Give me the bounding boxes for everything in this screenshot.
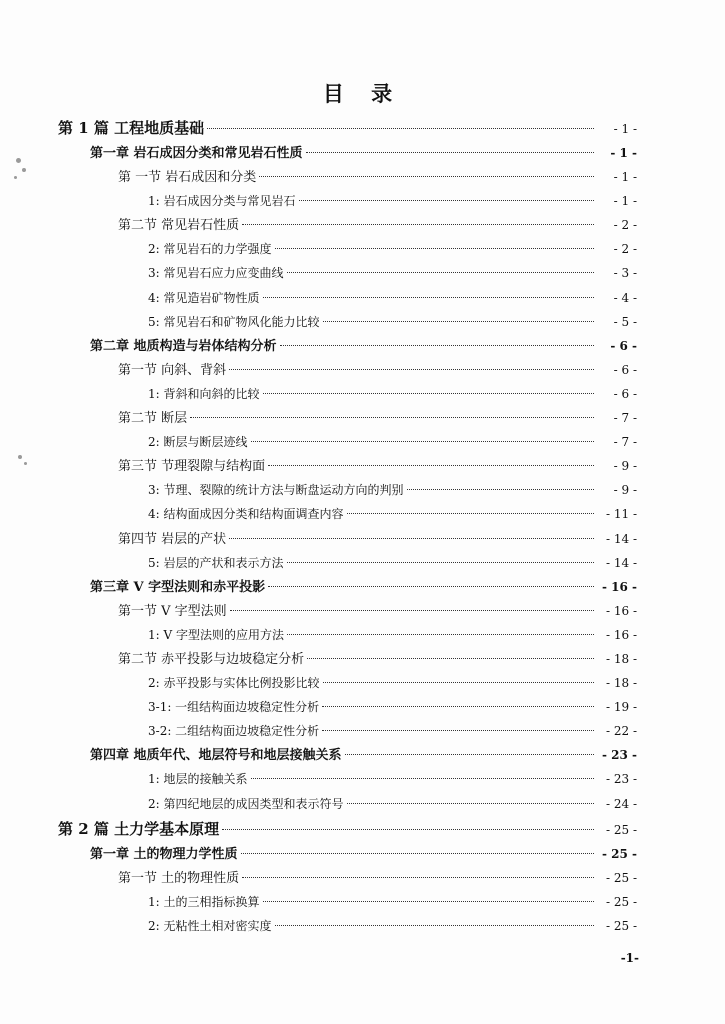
dot-leader bbox=[268, 465, 594, 466]
scan-speck bbox=[14, 176, 17, 179]
toc-entry bbox=[0, 866, 725, 890]
scan-speck bbox=[16, 158, 21, 163]
toc-entry-label: 2: 赤平投影与实体比例投影比较 bbox=[148, 676, 320, 691]
toc-entry bbox=[0, 792, 725, 816]
toc-entry-page: - 25 - bbox=[605, 822, 637, 837]
toc-entry-page: - 14 - bbox=[605, 531, 637, 546]
toc-entry-label: 3-1: 一组结构面边坡稳定性分析 bbox=[148, 700, 320, 715]
dot-leader bbox=[347, 803, 595, 804]
toc-entry-label: 1: V 字型法则的应用方法 bbox=[148, 627, 284, 642]
dot-leader bbox=[229, 538, 594, 539]
toc-entry bbox=[0, 358, 725, 382]
toc-entry-page: - 7 - bbox=[613, 411, 637, 426]
toc-entry-label: 3-2: 二组结构面边坡稳定性分析 bbox=[148, 724, 320, 739]
toc-entry bbox=[0, 842, 725, 866]
dot-leader bbox=[251, 441, 595, 442]
dot-leader bbox=[268, 586, 594, 587]
toc-entry bbox=[0, 478, 725, 502]
scan-speck bbox=[24, 462, 27, 465]
toc-entry-label: 第二节 赤平投影与边坡稳定分析 bbox=[118, 651, 305, 667]
toc-entry-page: - 25 - bbox=[605, 894, 637, 909]
toc-entry bbox=[0, 647, 725, 671]
toc-entry bbox=[0, 237, 725, 261]
toc-entry bbox=[0, 406, 725, 430]
toc-entry bbox=[0, 165, 725, 189]
toc-entry-page: - 5 - bbox=[613, 314, 637, 329]
toc-entry bbox=[0, 914, 725, 938]
toc-entry-page: - 2 - bbox=[613, 242, 637, 257]
toc-entry-page: - 6 - bbox=[610, 338, 637, 353]
dot-leader bbox=[275, 925, 595, 926]
dot-leader bbox=[190, 417, 594, 418]
toc-entry-label: 2: 断层与断层迹线 bbox=[148, 435, 248, 450]
dot-leader bbox=[275, 248, 595, 249]
dot-leader bbox=[322, 730, 594, 731]
toc-entry bbox=[0, 575, 725, 599]
toc-entry-page: - 18 - bbox=[605, 651, 637, 666]
toc-entry bbox=[0, 671, 725, 695]
toc-entry-page: - 16 - bbox=[605, 627, 637, 642]
toc-entry-page: - 16 - bbox=[601, 579, 637, 594]
toc-entry bbox=[0, 286, 725, 310]
dot-leader bbox=[287, 634, 594, 635]
toc-entry-label: 第 2 篇 土力学基本原理 bbox=[58, 819, 220, 838]
dot-leader bbox=[323, 682, 595, 683]
toc-entry-label: 4: 常见造岩矿物性质 bbox=[148, 290, 260, 305]
toc-entry-page: - 14 - bbox=[605, 555, 637, 570]
toc-entry-label: 第一节 向斜、背斜 bbox=[118, 362, 227, 378]
dot-leader bbox=[242, 224, 594, 225]
toc-entry bbox=[0, 743, 725, 767]
toc-entry-label: 第一节 V 字型法则 bbox=[118, 603, 227, 619]
toc-entry-label: 第 1 篇 工程地质基础 bbox=[58, 119, 205, 137]
toc-entry-page: - 7 - bbox=[613, 435, 637, 450]
dot-leader bbox=[263, 901, 595, 902]
dot-leader bbox=[280, 345, 594, 346]
toc-entry-page: - 4 - bbox=[613, 290, 637, 305]
toc-entry-label: 第一节 土的物理性质 bbox=[118, 870, 240, 886]
dot-leader bbox=[263, 393, 595, 394]
scan-speck bbox=[18, 455, 22, 459]
toc-entry-page: - 1 - bbox=[610, 146, 637, 160]
toc-entry bbox=[0, 719, 725, 743]
dot-leader bbox=[323, 321, 595, 322]
toc-entry bbox=[0, 551, 725, 575]
toc-entry bbox=[0, 261, 725, 285]
dot-leader bbox=[251, 778, 595, 779]
toc-entry bbox=[0, 502, 725, 526]
scan-speck bbox=[22, 168, 26, 172]
toc-entry-label: 2: 无粘性土相对密实度 bbox=[148, 918, 272, 933]
toc-entry-page: - 25 - bbox=[605, 870, 637, 885]
dot-leader bbox=[345, 754, 594, 755]
toc-entry-label: 5: 常见岩石和矿物风化能力比较 bbox=[148, 314, 320, 329]
toc-entry-label: 1: 地层的接触关系 bbox=[148, 772, 248, 787]
page-title: 目 录 bbox=[322, 81, 403, 106]
toc-entry-page: - 1 - bbox=[613, 170, 637, 185]
toc-entry-page: - 19 - bbox=[605, 700, 637, 715]
dot-leader bbox=[230, 610, 594, 611]
dot-leader bbox=[287, 562, 595, 563]
toc-entry-label: 2: 第四纪地层的成因类型和表示符号 bbox=[148, 796, 344, 811]
toc-entry-page: - 25 - bbox=[605, 918, 637, 933]
toc-entry bbox=[0, 115, 725, 141]
dot-leader bbox=[241, 853, 594, 854]
dot-leader bbox=[207, 128, 594, 129]
toc-entry-page: - 3 - bbox=[613, 266, 637, 281]
toc-entry bbox=[0, 890, 725, 914]
dot-leader bbox=[407, 489, 595, 490]
toc-entry-label: 第二章 地质构造与岩体结构分析 bbox=[90, 338, 277, 354]
toc-entry-page: - 6 - bbox=[613, 362, 637, 377]
toc-entry bbox=[0, 382, 725, 406]
toc-entry-page: - 22 - bbox=[605, 724, 637, 739]
toc-entry-label: 第一章 岩石成因分类和常见岩石性质 bbox=[90, 146, 303, 161]
toc-entry-label: 4: 结构面成因分类和结构面调查内容 bbox=[148, 507, 344, 522]
toc-entry-page: - 1 - bbox=[613, 194, 637, 209]
dot-leader bbox=[222, 829, 594, 830]
dot-leader bbox=[242, 877, 594, 878]
toc-entry-label: 第三节 节理裂隙与结构面 bbox=[118, 459, 266, 475]
toc-entry-page: - 9 - bbox=[613, 459, 637, 474]
toc-entry-label: 3: 节理、裂隙的统计方法与断盘运动方向的判别 bbox=[148, 483, 404, 498]
page-number-footer: -1- bbox=[620, 951, 639, 965]
dot-leader bbox=[259, 176, 594, 177]
dot-leader bbox=[263, 297, 595, 298]
dot-leader bbox=[307, 658, 594, 659]
toc-entry-label: 第四章 地质年代、地层符号和地层接触关系 bbox=[90, 748, 342, 764]
toc-entry-page: - 18 - bbox=[605, 676, 637, 691]
toc-entry bbox=[0, 430, 725, 454]
toc-entry bbox=[0, 527, 725, 551]
toc-entry-label: 1: 土的三相指标换算 bbox=[148, 894, 260, 909]
table-of-contents bbox=[0, 115, 725, 938]
toc-entry bbox=[0, 623, 725, 647]
dot-leader bbox=[229, 369, 594, 370]
toc-entry-page: - 24 - bbox=[605, 796, 637, 811]
toc-entry-page: - 23 - bbox=[601, 748, 637, 763]
toc-entry-label: 3: 常见岩石应力应变曲线 bbox=[148, 266, 284, 281]
toc-entry-page: - 16 - bbox=[605, 603, 637, 618]
toc-entry-label: 2: 常见岩石的力学强度 bbox=[148, 242, 272, 257]
dot-leader bbox=[299, 200, 595, 201]
toc-entry bbox=[0, 816, 725, 842]
toc-entry bbox=[0, 599, 725, 623]
toc-entry bbox=[0, 695, 725, 719]
toc-entry-page: - 23 - bbox=[605, 772, 637, 787]
toc-entry-page: - 25 - bbox=[601, 846, 637, 861]
toc-entry-page: - 1 - bbox=[613, 122, 637, 136]
toc-entry-label: 1: 岩石成因分类与常见岩石 bbox=[148, 194, 296, 209]
toc-entry bbox=[0, 141, 725, 165]
dot-leader bbox=[347, 513, 595, 514]
toc-entry-page: - 6 - bbox=[613, 386, 637, 401]
toc-entry bbox=[0, 189, 725, 213]
toc-entry-label: 第 一节 岩石成因和分类 bbox=[118, 170, 257, 186]
toc-entry bbox=[0, 454, 725, 478]
toc-entry-label: 第三章 V 字型法则和赤平投影 bbox=[90, 579, 266, 595]
toc-entry-label: 第二节 断层 bbox=[118, 411, 188, 427]
toc-entry-label: 第一章 土的物理力学性质 bbox=[90, 846, 238, 862]
toc-entry-page: - 9 - bbox=[613, 483, 637, 498]
toc-entry-page: - 11 - bbox=[605, 507, 637, 522]
toc-entry-label: 第四节 岩层的产状 bbox=[118, 531, 227, 547]
toc-entry bbox=[0, 334, 725, 358]
toc-entry bbox=[0, 310, 725, 334]
toc-entry-label: 第二节 常见岩石性质 bbox=[118, 218, 240, 234]
dot-leader bbox=[306, 152, 594, 153]
toc-entry-label: 1: 背斜和向斜的比较 bbox=[148, 386, 260, 401]
toc-entry-page: - 2 - bbox=[613, 218, 637, 233]
dot-leader bbox=[287, 272, 595, 273]
toc-entry bbox=[0, 213, 725, 237]
toc-entry bbox=[0, 767, 725, 791]
dot-leader bbox=[322, 706, 594, 707]
toc-entry-label: 5: 岩层的产状和表示方法 bbox=[148, 555, 284, 570]
